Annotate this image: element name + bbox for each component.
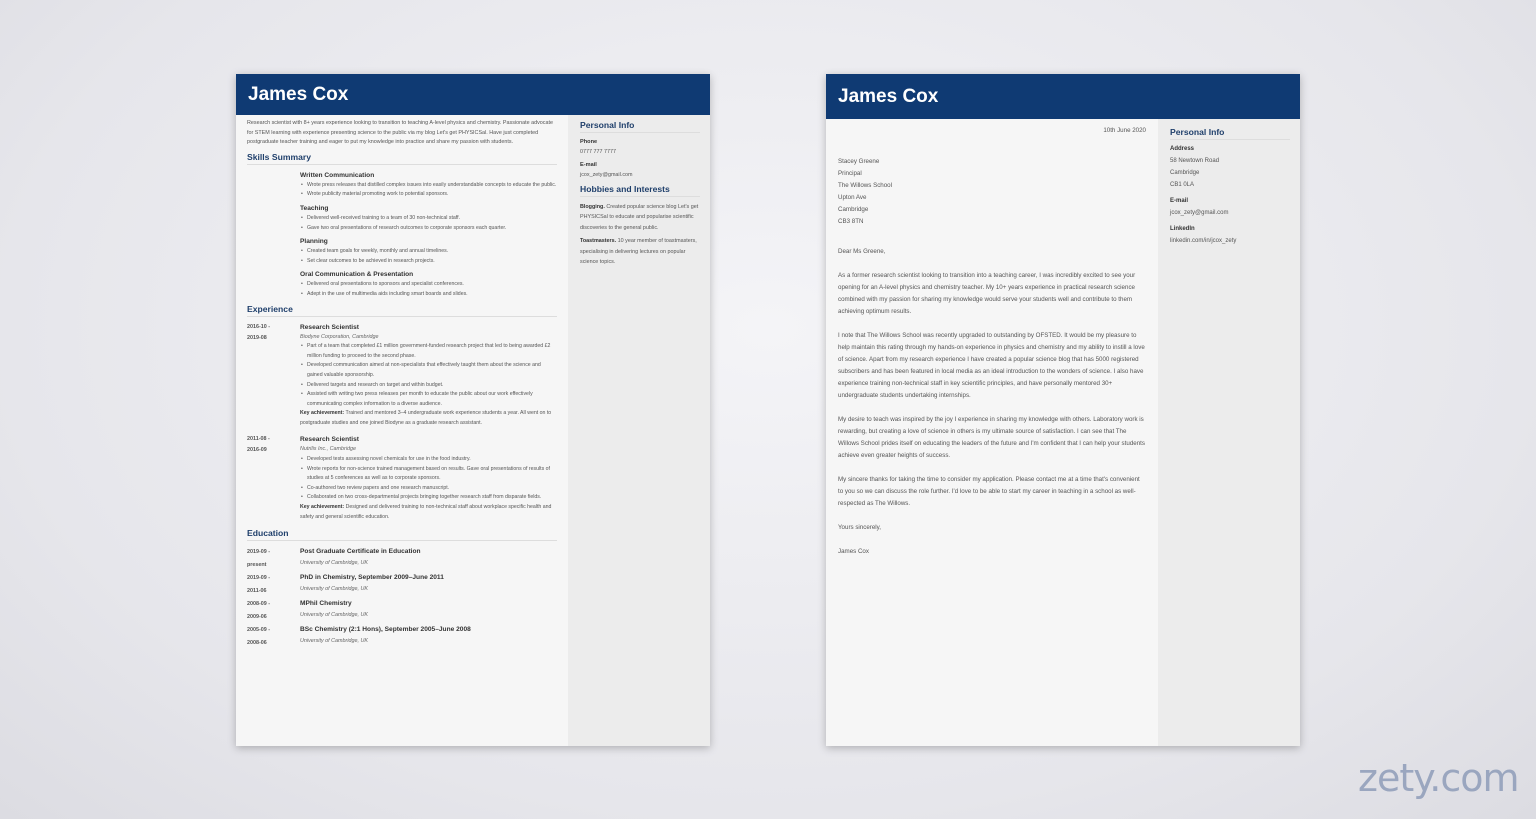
- experience-dates: [247, 322, 300, 429]
- date-to: 2008-06: [247, 639, 267, 646]
- key-achievement: [300, 409, 557, 428]
- hobby-item: [580, 202, 700, 233]
- spacer: [247, 170, 300, 200]
- school: University of Cambridge, UK: [300, 559, 369, 566]
- education-content: [300, 598, 557, 623]
- email-value: jcox_zety@gmail.com: [1170, 210, 1229, 216]
- recipient-line: The Willows School: [838, 182, 892, 189]
- job-duties: [300, 455, 557, 503]
- education-content: [300, 624, 557, 649]
- resume-name: James Cox: [236, 74, 710, 115]
- skill-title: Planning: [300, 238, 328, 246]
- skill-group: [247, 269, 557, 299]
- personal-info-heading: Personal Info: [580, 120, 700, 133]
- address-label: Address: [1170, 146, 1195, 152]
- letter-paragraph: My desire to teach was inspired by the joy I experience in sharing my knowledge with others. Laboratory work is rewarding, but creating a love of science in others is my ultimate source of satisfaction. I can see that The Willows School prides itself on educating the leaders of the future and I'm confident that I can help your students achieve even greater heights of success.: [838, 416, 1145, 459]
- duty-item: • Co-authored two review papers and one research manuscript.: [300, 484, 557, 494]
- education-heading: Education: [247, 528, 557, 541]
- skill-title: Written Communication: [300, 171, 375, 179]
- company: Nutrilis Inc., Cambridge: [300, 446, 357, 453]
- recipient-address: [838, 156, 1146, 228]
- hobby-label: Blogging.: [580, 204, 605, 210]
- education-entry: [247, 598, 557, 623]
- personal-info-heading: Personal Info: [1170, 127, 1290, 140]
- key-achievement: [300, 503, 557, 522]
- letter-name: James Cox: [826, 74, 1300, 119]
- degree: PhD in Chemistry, September 2009–June 2011: [300, 574, 444, 582]
- education-content: [300, 546, 557, 571]
- email-label: E-mail: [580, 162, 597, 168]
- key-achievement-label: Key achievement:: [300, 410, 345, 417]
- skill-title: Teaching: [300, 204, 329, 212]
- skill-content: [300, 170, 557, 200]
- experience-dates: [247, 434, 300, 522]
- date-from: 2011-08 -: [247, 436, 270, 443]
- letter-sidebar: [1158, 119, 1300, 746]
- resume-summary: Research scientist with 8+ years experience looking to transition to teaching A-level physics and chemistry. Passionate advocate for STEM learning with experience presenting science to the public via my blog Let's get PHYSICSal. Have just completed postgraduate teacher training and eager to put my knowledge into practice and share my passion with students.: [247, 120, 553, 146]
- hobby-item: [580, 236, 700, 267]
- education-dates: [247, 546, 300, 571]
- experience-content: [300, 322, 557, 429]
- closing: Yours sincerely,: [838, 524, 881, 531]
- skill-group: [247, 170, 557, 200]
- recipient-line: CB3 8TN: [838, 218, 864, 225]
- date-to: 2019-08: [247, 334, 267, 341]
- education-entry: [247, 572, 557, 597]
- school: University of Cambridge, UK: [300, 585, 369, 592]
- email-label: E-mail: [1170, 198, 1189, 204]
- duty-item: • Wrote reports for non-science trained management based on results. Gave oral presentations of results of studies at 5 conferences as well as to corporate sponsors.: [300, 465, 557, 484]
- email-value: jcox_zety@gmail.com: [580, 172, 633, 178]
- date-from: 2005-09 -: [247, 627, 271, 634]
- cover-letter-page: [826, 74, 1300, 746]
- skill-item: • Wrote press releases that distilled complex issues into easily understandable concepts to educate the public.: [300, 181, 557, 191]
- linkedin-value: linkedin.com/in/jcox_zety: [1170, 238, 1237, 244]
- date-from: 2019-09 -: [247, 549, 271, 556]
- skill-item: • Wrote publicity material promoting work to potential sponsors.: [300, 190, 557, 200]
- recipient-line: Stacey Greene: [838, 158, 880, 165]
- education-entry: [247, 624, 557, 649]
- address-line: Cambridge: [1170, 170, 1200, 176]
- address-line: 58 Newtown Road: [1170, 158, 1220, 164]
- date-from: 2016-10 -: [247, 323, 271, 330]
- job-duties: [300, 342, 557, 409]
- letter-paragraph: As a former research scientist looking to transition into a teaching career, I was incredibly excited to see your opening for an A-level physics and chemistry teacher. My 10+ years experience in practical research science combined with my passion for sharing my knowledge would serve your students well and contribute to them achieving optimum results.: [838, 272, 1136, 315]
- phone-label: Phone: [580, 139, 598, 145]
- salutation: Dear Ms Greene,: [838, 248, 886, 255]
- duty-item: • Developed tests assessing novel chemicals for use in the food industry.: [300, 455, 557, 465]
- skill-content: [300, 203, 557, 233]
- duty-item: • Collaborated on two cross-departmental projects bringing together research staff from disparate fields.: [300, 493, 557, 503]
- school: University of Cambridge, UK: [300, 637, 369, 644]
- duty-item: • Developed communication aimed at non-specialists that effectively taught them about the science and gained valuable sponsorship.: [300, 361, 557, 380]
- job-title: Research Scientist: [300, 436, 360, 444]
- experience-entry: [247, 322, 557, 429]
- hobbies-list: [580, 202, 700, 267]
- education-dates: [247, 572, 300, 597]
- duty-item: • Part of a team that completed £1 million government-funded research project that led to being awarded £2 million funding to proceed to the second phase.: [300, 342, 557, 361]
- skill-item: • Set clear outcomes to be achieved in research projects.: [300, 257, 557, 267]
- skills-list: [247, 170, 557, 300]
- hobby-text: 10 year member of toastmasters, specialising in delivering lectures on popular science topics.: [580, 238, 697, 266]
- letter-paragraph: My sincere thanks for taking the time to consider my application. Please contact me at a time that's convenient to you so we can discuss the role further. I'd love to be able to start my career in teaching in a school as well-respected as The Willows.: [838, 476, 1140, 507]
- skill-item: • Adept in the use of multimedia aids including smart boards and slides.: [300, 290, 557, 300]
- education-entry: [247, 546, 557, 571]
- experience-list: [247, 322, 557, 523]
- signature: James Cox: [838, 548, 869, 555]
- duty-item: • Delivered targets and research on target and within budget.: [300, 381, 557, 391]
- skill-items: [300, 214, 557, 233]
- experience-heading: Experience: [247, 304, 557, 317]
- phone-value: 0777 777 7777: [580, 149, 616, 155]
- letter-body: [838, 125, 1146, 558]
- skill-group: [247, 236, 557, 266]
- linkedin-label: LinkedIn: [1170, 226, 1195, 232]
- letter-paragraph: I note that The Willows School was recently upgraded to outstanding by OFSTED. It would be my pleasure to help maintain this rating through my hands-on experience in physics and chemistry and my ability to instill a love of science. Apart from my research experience I have created a popular science blog that has 5000 registered subscribers and has been featured in local media as an ideal introduction to the wonders of science. I also have experience training non-technical staff in key scientific principles, and have personally mentored 30+ undergraduate students undertaking internships.: [838, 332, 1145, 399]
- degree: BSc Chemistry (2:1 Hons), September 2005–June 2008: [300, 626, 471, 634]
- recipient-line: Principal: [838, 170, 862, 177]
- key-achievement-text: Trained and mentored 3–4 undergraduate work experience students a year. All went on to postgraduate studies and one joined Biodyne as a graduate research assistant.: [300, 410, 552, 426]
- job-title: Research Scientist: [300, 323, 360, 331]
- skill-item: • Delivered well-received training to a team of 30 non-technical staff.: [300, 214, 557, 224]
- skill-item: • Delivered oral presentations to sponsors and specialist conferences.: [300, 280, 557, 290]
- experience-content: [300, 434, 557, 522]
- skill-items: [300, 280, 557, 299]
- skill-content: [300, 236, 557, 266]
- hobby-label: Toastmasters.: [580, 238, 617, 245]
- duty-item: • Assisted with writing two press releases per month to educate the public about our work effectively communicating complex information to a diverse audience.: [300, 390, 557, 409]
- letter-paragraphs: [838, 270, 1146, 510]
- letter-date: 10th June 2020: [1103, 127, 1146, 134]
- resume-page: [236, 74, 710, 746]
- key-achievement-label: Key achievement:: [300, 504, 345, 511]
- recipient-line: Cambridge: [838, 206, 869, 213]
- recipient-line: Upton Ave: [838, 194, 867, 201]
- experience-entry: [247, 434, 557, 522]
- date-to: 2009-06: [247, 613, 267, 620]
- education-list: [247, 546, 557, 649]
- degree: Post Graduate Certificate in Education: [300, 548, 421, 556]
- date-to: present: [247, 561, 267, 568]
- hobbies-heading: Hobbies and Interests: [580, 184, 700, 197]
- company: Biodyne Corporation, Cambridge: [300, 333, 379, 340]
- skill-item: • Created team goals for weekly, monthly and annual timelines.: [300, 247, 557, 257]
- address-line: CB1 0LA: [1170, 182, 1195, 188]
- skill-items: [300, 181, 557, 200]
- spacer: [247, 236, 300, 266]
- education-dates: [247, 624, 300, 649]
- zety-logo: zety.com: [1358, 756, 1519, 800]
- skills-heading: Skills Summary: [247, 152, 557, 165]
- degree: MPhil Chemistry: [300, 600, 352, 608]
- date-to: 2011-06: [247, 587, 267, 594]
- resume-sidebar: [568, 115, 710, 746]
- date-to: 2016-09: [247, 447, 267, 454]
- spacer: [247, 203, 300, 233]
- skill-item: • Gave two oral presentations of research outcomes to corporate sponsors each quarter.: [300, 224, 557, 234]
- date-from: 2008-09 -: [247, 601, 271, 608]
- skill-items: [300, 247, 557, 266]
- education-dates: [247, 598, 300, 623]
- skill-content: [300, 269, 557, 299]
- skill-group: [247, 203, 557, 233]
- skill-title: Oral Communication & Presentation: [300, 271, 414, 279]
- date-from: 2019-09 -: [247, 575, 271, 582]
- hobby-text: Created popular science blog Let's get PHYSICSal to educate and popularise scientific discoveries to the general public.: [580, 204, 699, 231]
- school: University of Cambridge, UK: [300, 611, 369, 618]
- education-content: [300, 572, 557, 597]
- spacer: [247, 269, 300, 299]
- resume-main: [247, 119, 557, 650]
- address-value: [1170, 155, 1290, 191]
- key-achievement-text: Designed and delivered training to non-technical staff about workplace specific health and safety and general scientific education.: [300, 504, 552, 520]
